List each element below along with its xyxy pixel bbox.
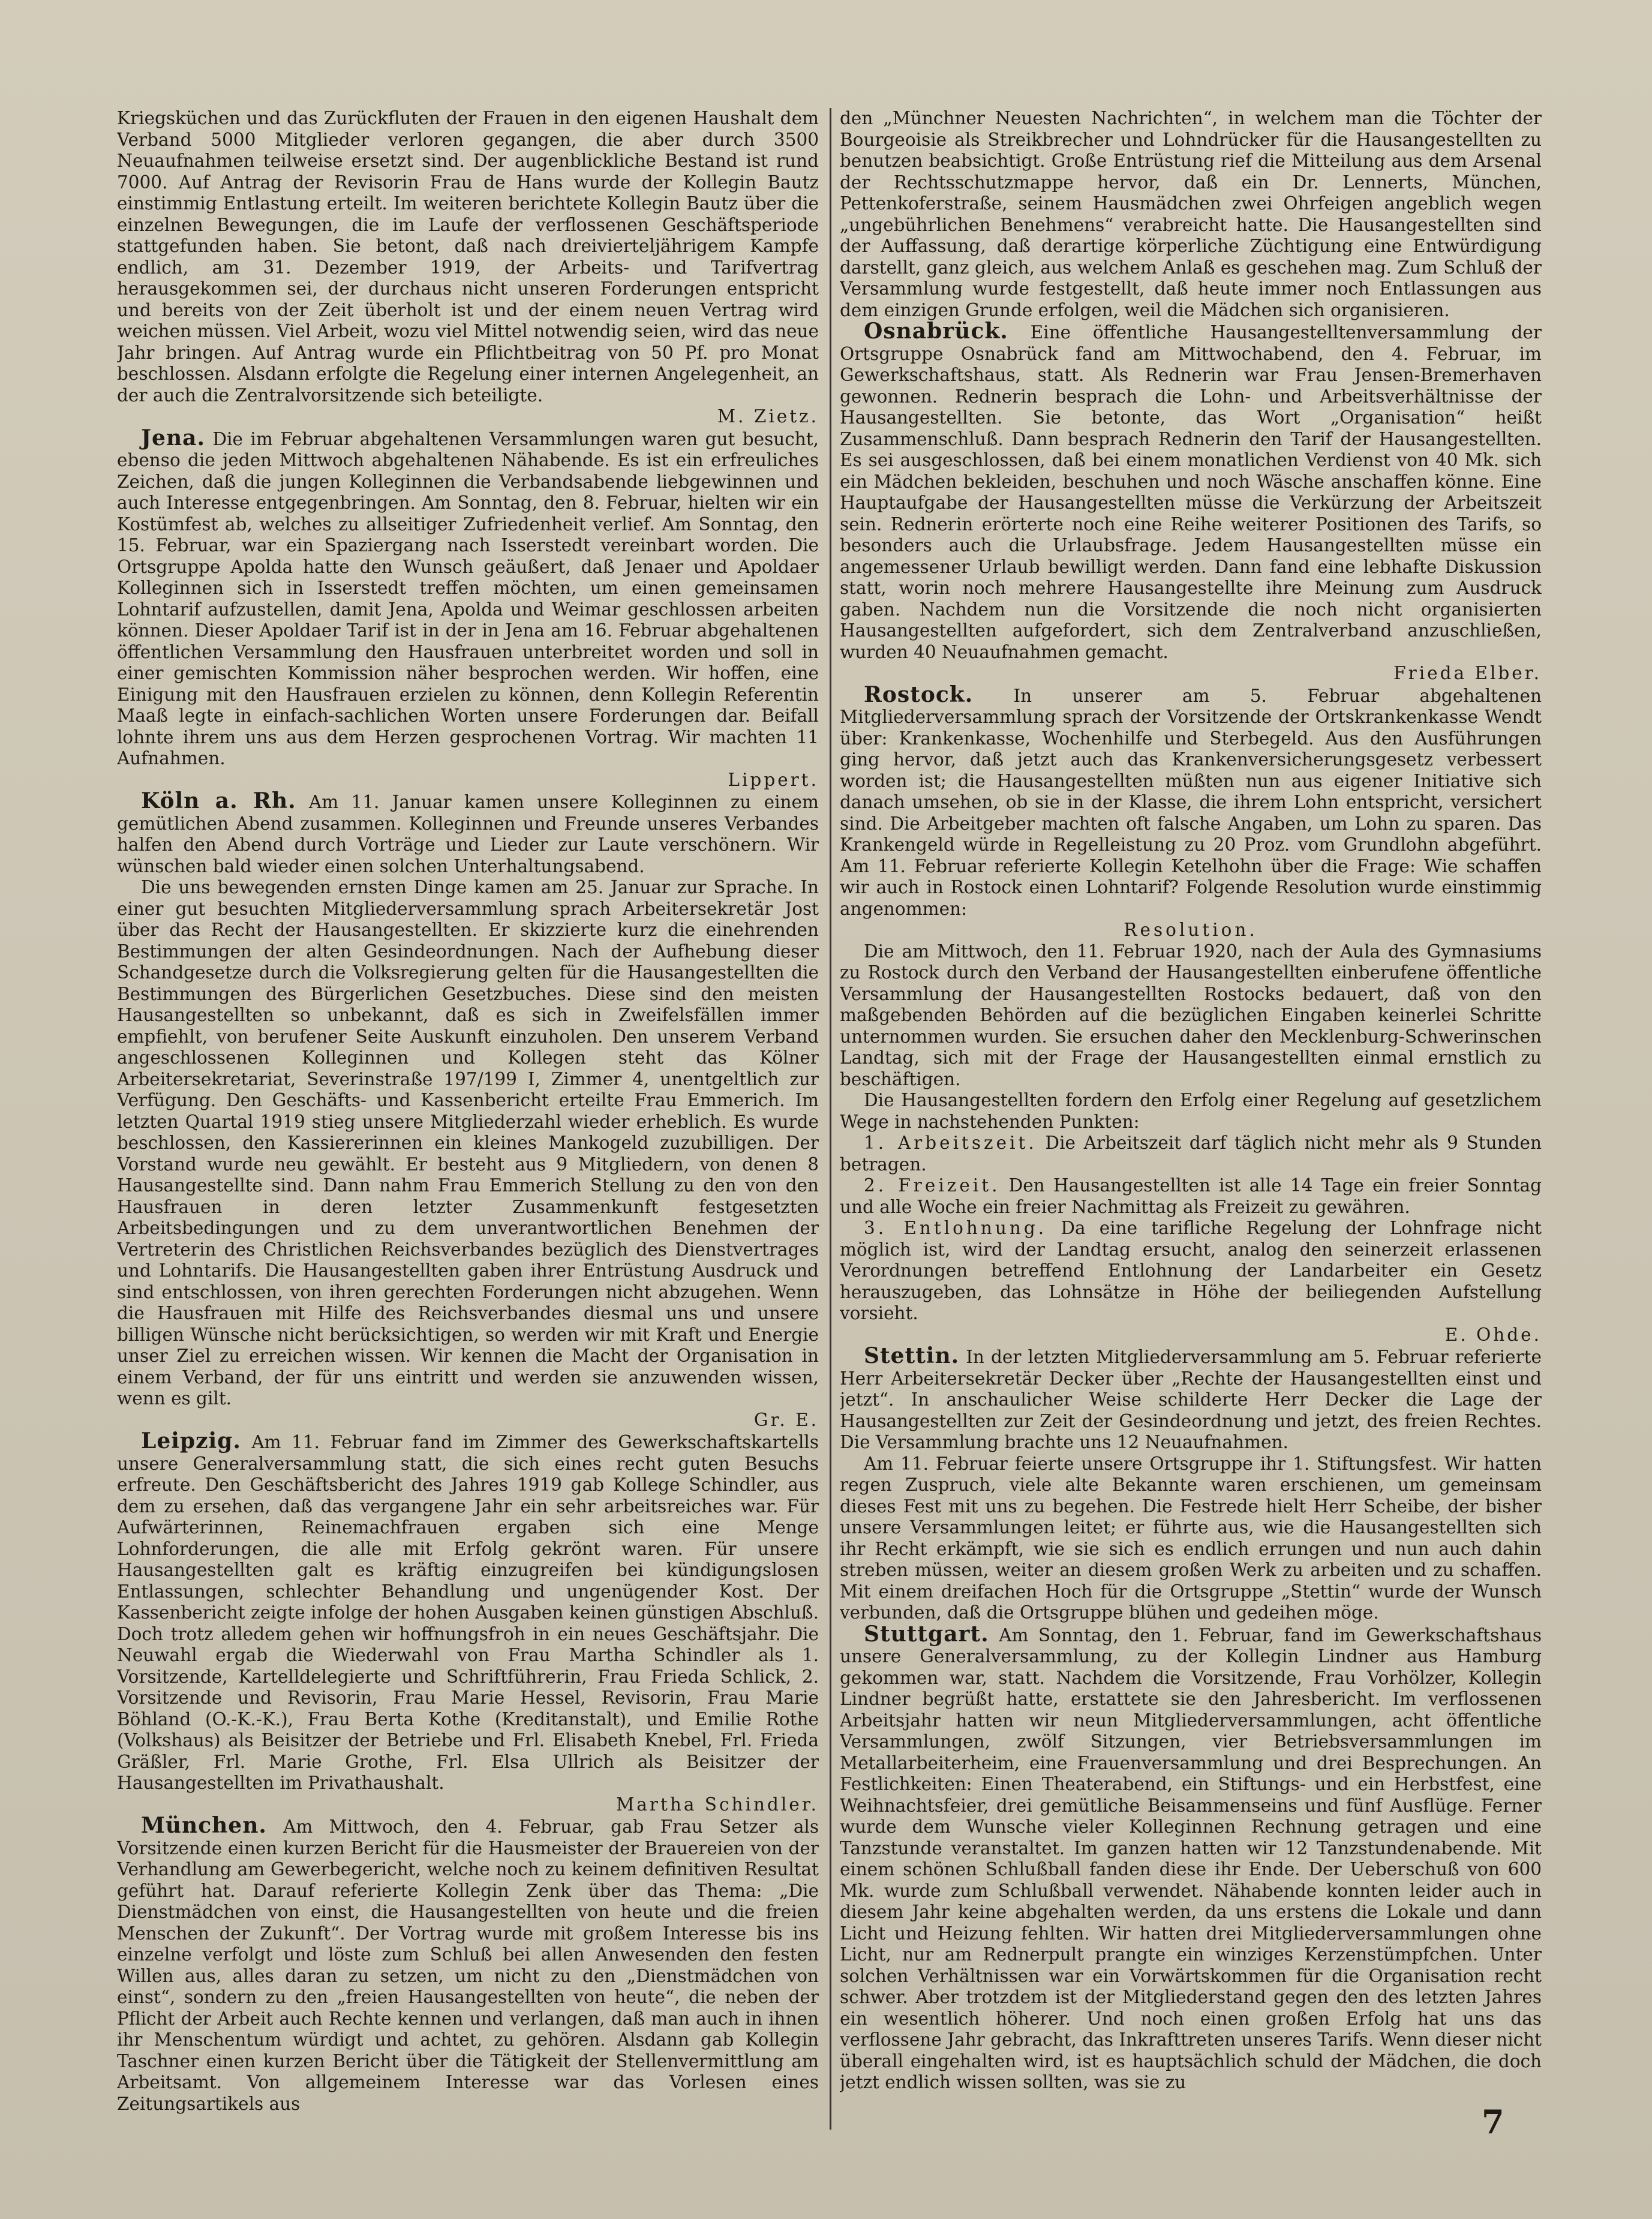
resolution-heading: Resolution. — [1124, 920, 1258, 940]
article-koeln: Köln a. Rh. Am 11. Januar kamen unsere Kolleginnen zu einem gemütlichen Abend zusammen. Kolleginnen und Freunde unseres Verbandes halfen den Abend durch Vorträge und Lieder zur Laute verschönern. Wir wünschen bald wieder einen solchen Unterhaltungsabend. — [117, 788, 819, 876]
paragraph: Die uns bewegenden ernsten Dinge kamen am 25. Januar zur Sprache. In einer gut besuchten Mitgliederversammlung sprach Arbeitersekretär Jost über das Recht der Hausangestellten. Er skizzierte kurz die einehrenden Bestimmungen der alten Gesindeordnungen. Nach der Aufhebung dieser Schandgesetze durch die Volksregierung gelten für die Hausangestellten die Bestimmungen des Bürgerlichen Gesetzbuches. Diese sind den meisten Hausangestellten so unbekannt, daß es sich in Zweifelsfällen immer empfiehlt, von berufener Seite Auskunft einzuholen. Den unserem Verband angeschlossenen Kolleginnen und Kollegen steht das Kölner Arbeitersekretariat, Severinstraße 197/199 I, Zimmer 4, unentgeltlich zur Verfügung. Den Geschäfts- und Kassenbericht erteilte Frau Emmerich. Im letzten Quartal 1919 stieg unsere Mitgliederzahl wieder erheblich. Es wurde beschlossen, den Kassiererinnen ein kleines Mankogeld zuzubilligen. Der Vorstand wurde neu gewählt. Er besteht aus 9 Mitgliedern, von denen 8 Hausangestellte sind. Dann nahm Frau Emmerich Stellung zu den von den Hausfrauen in deren letzter Zusammenkunft festgesetzten Arbeitsbedingungen und zu dem unverantwortlichen Benehmen der Vertreterin des Christlichen Reichsverbandes bezüglich des Dienstvertrages und Lohntarifs. Die Hausangestellten gaben ihrer Entrüstung Ausdruck und sind entschlossen, von ihren gerechten Forderungen nicht abzugehen. Wenn die Hausfrauen mit Hilfe des Reichsverbandes diesmal uns und unsere billigen Wünsche nicht berücksichtigen, so werden wir mit Kraft und Energie unser Ziel zu erreichen wissen. Wir kennen die Macht der Organisation in einem Verband, der für uns eintritt und werden sie anzuwenden wissen, wenn es gilt. Gr. E. — [117, 877, 819, 1430]
article-stuttgart: Stuttgart. Am Sonntag, den 1. Februar, fand im Gewerkschaftshaus unsere Generalversammlung, zu der Kollegin Lindner aus Hamburg gekommen war, statt. Nachdem die Vorsitzende, Frau Vorhölzer, Kollegin Lindner begrüßt hatte, erstattete sie den Jahresbericht. Im verflossenen Arbeitsjahr hatten wir neun Mitgliederversammlungen, acht öffentliche Versammlungen, zwölf Sitzungen, vier Betriebsversammlungen im Metallarbeiterheim, eine Frauenversammlung und drei Besprechungen. An Festlichkeiten: Einen Theaterabend, ein Stiftungs- und ein Herbstfest, eine Weihnachtsfeier, drei gemütliche Beisammenseins und fünf Ausflüge. Ferner wurde dem Wunsche vieler Kolleginnen Rechnung getragen und eine Tanzstunde veranstaltet. Im ganzen hatten wir 12 Tanzstundenabende. Mit einem schönen Schlußball fanden diese ihr Ende. Der Ueberschuß von 600 Mk. wurde zum Schlußball verwendet. Nähabende konnten leider auch in diesem Jahr keine abgehalten werden, da uns erstens die Lokale und dann Licht und Heizung fehlten. Wir hatten drei Mitgliederversammlungen ohne Licht, nur am Rednerpult prangte ein winziges Kerzenstümpfchen. Unter solchen Verhältnissen war ein Vorwärtskommen für die Organisation recht schwer. Aber trotzdem ist der Mitgliederstand gegen den des letzten Jahres ein wesentlich höherer. Und noch einen großen Erfolg hat uns das verflossene Jahr gebracht, das Inkrafttreten unseres Tarifs. Wenn dieser nicht überall eingehalten wird, ist es hauptsächlich schuld der Mädchen, die doch jetzt endlich wissen sollten, was sie zu — [840, 1621, 1542, 2092]
article-heading: Rostock. — [864, 681, 974, 707]
resolution-point: 3. Entlohnung. Da eine tarifliche Regelung der Lohnfrage nicht möglich ist, wird der Landtag ersucht, analog den seinerzeit erlassenen Verordnungen betreffend Entlohnung der Landarbeiter ein Gesetz herauszugeben, das Lohnsätze in Höhe der beiliegenden Aufstellung vorsieht. E. Ohde. — [840, 1218, 1542, 1345]
article-heading: Jena. — [141, 425, 205, 451]
article-leipzig: Leipzig. Am 11. Februar fand im Zimmer des Gewerkschaftskartells unsere Generalversammlung statt, die sich eines recht guten Besuchs erfreute. Den Geschäftsbericht des Jahres 1919 gab Kollege Schindler, aus dem zu ersehen, daß das vergangene Jahr ein sehr arbeitsreiches war. Für Aufwärterinnen, Reinemachfrauen ergaben sich eine Menge Lohnforderungen, die alle mit Erfolg gekrönt waren. Für unsere Hausangestellten galt es kräftig einzugreifen bei kündigungslosen Entlassungen, schlechter Behandlung und ungenügender Kost. Der Kassenbericht zeigte infolge der hohen Ausgaben keinen günstigen Abschluß. Doch trotz alledem gehen wir hoffnungsfroh in ein neues Geschäftsjahr. Die Neuwahl ergab die Wiederwahl von Frau Martha Schindler als 1. Vorsitzende, Kartelldelegierte und Schriftführerin, Frau Frieda Schlick, 2. Vorsitzende und Revisorin, Frau Marie Hessel, Revisorin, Frau Marie Böhland (O.-K.-K.), Frau Berta Kothe (Kreditanstalt), und Emilie Rothe (Volkshaus) als Beisitzer der Betriebe und Frl. Elisabeth Knebel, Frl. Frieda Gräßler, Frl. Marie Grothe, Frl. Elsa Ullrich als Beisitzer der Hausangestellten im Privathaushalt. Martha Schindler. — [117, 1428, 819, 1815]
article-muenchen: München. Am Mittwoch, den 4. Februar, gab Frau Setzer als Vorsitzende einen kurzen Bericht für die Hausmeister der Brauereien von der Verhandlung am Gewerbegericht, welche noch zu keinem definitiven Resultat geführt hat. Darauf referierte Kollegin Zenk über das Thema: „Die Dienstmädchen von einst, die Hausangestellten von heute und die freien Menschen der Zukunft“. Der Vortrag wurde mit großem Interesse bis ins einzelne verfolgt und löste zum Schluß bei allen Anwesenden den festen Willen aus, alles daran zu setzen, um nicht zu den „Dienstmädchen von einst“, sondern zu den „freien Hausangestellten von heute“, die neben der Pflicht der Arbeit auch Rechte kennen und verlangen, daß man auch in ihnen ihr Menschentum würdigt und achtet, zu gehören. Alsdann gab Kollegin Taschner einen kurzen Bericht über die Tätigkeit der Stellenvermittlung am Arbeitsamt. Von allgemeinem Interesse war das Vorlesen eines Zeitungsartikels aus — [117, 1813, 819, 2114]
article-osnabrueck: Osnabrück. Eine öffentliche Hausangestelltenversammlung der Ortsgruppe Osnabrück fand am Mittwochabend, den 4. Februar, im Gewerkschaftshaus, statt. Als Rednerin war Frau Jensen-Bremerhaven gewonnen. Rednerin besprach die Lohn- und Arbeitsverhältnisse der Hausangestellten. Sie betonte, das Wort „Organisation“ heißt Zusammenschluß. Dann besprach Rednerin den Tarif der Hausangestellten. Es sei ausgeschlossen, daß bei einem monatlichen Verdienst von 40 Mk. sich ein Mädchen bekleiden, beschuhen und noch Wäsche anschaffen könne. Eine Hauptaufgabe der Hausangestellten müsse die Verkürzung der Arbeitszeit sein. Rednerin erörterte noch eine Reihe weiterer Positionen des Tarifs, so besonders auch die Urlaubsfrage. Jedem Hausangestellten müsse ein angemessener Urlaub bewilligt werden. Dann fand eine lebhafte Diskussion statt, worin noch mehrere Hausangestellte ihre Meinung zum Ausdruck gaben. Nachdem nun die Vorsitzende die noch nicht organisierten Hausangestellten aufgefordert, sich dem Zentralverband anzuschließen, wurden 40 Neuaufnahmen gemacht. Frieda Elber. — [840, 319, 1542, 683]
article-intro: Kriegsküchen und das Zurückfluten der Frauen in den eigenen Haushalt dem Verband 5000 Mitglieder verloren gegangen, die aber durch 3500 Neuaufnahmen teilweise ersetzt sind. Der augenblickliche Bestand ist rund 7000. Auf Antrag der Revisorin Frau de Hans wurde der Kollegin Bautz einstimmig Entlastung erteilt. Im weiteren berichtete Kollegin Bautz über die einzelnen Bewegungen, die im Laufe der verflossenen Geschäftsperiode stattgefunden haben. Sie betont, daß nach dreivierteljährigem Kampfe endlich, am 31. Dezember 1919, der Arbeits- und Tarifvertrag herausgekommen sei, der durchaus nicht unseren Forderungen entspricht und bereits von der Zeit überholt ist und der einem neuen Vertrag wird weichen müssen. Viel Arbeit, wozu viel Mittel notwendig seien, wird das neue Jahr bringen. Auf Antrag wurde ein Pflichtbeitrag von 50 Pf. pro Monat beschlossen. Alsdann erfolgte die Regelung einer internen Angelegenheit, an der auch die Zentralvorsitzende sich beteiligte. M. Zietz. — [117, 108, 819, 427]
article-heading: Köln a. Rh. — [141, 788, 296, 813]
paragraph: Die Hausangestellten fordern den Erfolg einer Regelung auf gesetzlichem Wege in nachstehenden Punkten: — [840, 1090, 1542, 1132]
signature: M. Zietz. — [717, 406, 819, 427]
left-column — [117, 108, 819, 2148]
signature: E. Ohde. — [1444, 1324, 1542, 1345]
paragraph: Die am Mittwoch, den 11. Februar 1920, nach der Aula des Gymnasiums zu Rostock durch den Verband der Hausangestellten einberufene öffentliche Versammlung der Hausangestellten Rostocks bedauert, daß von den maßgebenden Behörden auf die bezüglichen Eingaben keinerlei Schritte unternommen wurden. Sie ersuchen daher den Mecklenburg-Schwerinschen Landtag, sich mit der Frage der Hausangestellten einmal ernstlich zu beschäftigen. — [840, 941, 1542, 1089]
signature: Lippert. — [728, 769, 819, 790]
resolution-point: 1. Arbeitszeit. Die Arbeitszeit darf täglich nicht mehr als 9 Stunden betragen. — [840, 1133, 1542, 1175]
signature: Martha Schindler. — [616, 1794, 819, 1815]
page-number: 7 — [1482, 2103, 1504, 2141]
article-muenchen-continued: den „Münchner Neuesten Nachrichten“, in welchem man die Töchter der Bourgeoisie als Streikbrecher und Lohndrücker für die Hausangestellten zu benutzen beabsichtigt. Große Entrüstung rief die Mitteilung aus dem Arsenal der Rechtsschutzmappe hervor, daß ein Dr. Lennerts, München, Pettenkoferstraße, seinem Hausmädchen zwei Ohrfeigen angeblich wegen „ungebührlichen Benehmens“ verabreicht hatte. Die Hausangestellten sind der Auffassung, daß derartige körperliche Züchtigung eine Entwürdigung darstellt, ganz gleich, aus welchem Anlaß es geschehen mag. Zum Schluß der Versammlung wurde festgestellt, daß heute immer noch Entlassungen aus dem einzigen Grunde erfolgen, weil die Mädchen sich organisieren. — [840, 108, 1542, 320]
article-rostock: Rostock. In unserer am 5. Februar abgehaltenen Mitgliederversammlung sprach der Vorsitzende der Ortskrankenkasse Wendt über: Krankenkasse, Wochenhilfe und Sterbegeld. Aus den Ausführungen ging hervor, daß jetzt auch das Krankenversicherungsgesetz verbessert worden ist; die Hausangestellten müßten nun aus eigener Initiative sich danach umsehen, ob sie in der Klasse, die ihrem Lohn entspricht, versichert sind. Die Arbeitgeber machten oft falsche Angaben, um Lohn zu sparen. Das Krankengeld würde in Regelleistung zu 20 Proz. vom Grundlohn abgeführt. Am 11. Februar referierte Kollegin Ketelhohn über die Frage: Wie schaffen wir auch in Rostock einen Lohntarif? Folgende Resolution wurde einstimmig angenommen: — [840, 681, 1542, 919]
article-heading: München. — [141, 1813, 267, 1838]
right-column — [840, 108, 1542, 2148]
paragraph: Am 11. Februar feierte unsere Ortsgruppe ihr 1. Stiftungsfest. Wir hatten regen Zuspruch, viele alte Bekannte waren erschienen, um gemeinsam dieses Fest mit uns zu begehen. Die Festrede hielt Herr Scheibe, der bisher unsere Versammlungen leitet; er führte aus, wie die Hausangestellten sich ihr Recht erkämpft, wie sie sich es endlich errungen und nun auch dahin streben müssen, weiter an diesem großen Werk zu arbeiten und zu schaffen. Mit einem dreifachen Hoch für die Ortsgruppe „Stettin“ wurde der Wunsch verbunden, daß die Ortsgruppe blühen und gedeihen möge. — [840, 1453, 1542, 1623]
signature: Frieda Elber. — [1393, 663, 1542, 683]
article-jena: Jena. Die im Februar abgehaltenen Versammlungen waren gut besucht, ebenso die jeden Mittwoch abgehaltenen Nähabende. Es ist ein erfreuliches Zeichen, daß die jungen Kolleginnen die Verbandsabende liebgewinnen und auch Interesse entgegenbringen. Am Sonntag, den 8. Februar, hielten wir ein Kostümfest ab, welches zu allseitiger Zufriedenheit verlief. Am Sonntag, den 15. Februar, war ein Spaziergang nach Isserstedt vereinbart worden. Die Ortsgruppe Apolda hatte den Wunsch geäußert, daß Jenaer und Apoldaer Kolleginnen sich in Isserstedt treffen möchten, um einen gemeinsamen Lohntarif aufzustellen, damit Jena, Apolda und Weimar geschlossen arbeiten können. Dieser Apoldaer Tarif ist in der in Jena am 16. Februar abgehaltenen öffentlichen Versammlung den Hausfrauen unterbreitet worden und soll in einer gemischten Kommission näher besprochen werden. Wir hoffen, eine Einigung mit den Hausfrauen erzielen zu können, denn Kollegin Referentin Maaß legte in einfach-sachlichen Worten unsere Forderungen dar. Beifall lohnte ihrem uns aus dem Herzen gesprochenen Vortrag. Wir machten 11 Aufnahmen. Lippert. — [117, 425, 819, 790]
column-divider — [830, 108, 831, 2130]
article-heading: Stettin. — [864, 1343, 960, 1368]
resolution-point: 2. Freizeit. Den Hausangestellten ist alle 14 Tage ein freier Sonntag und alle Woche ein freier Nachmittag als Freizeit zu gewähren. — [840, 1175, 1542, 1217]
article-heading: Leipzig. — [141, 1428, 241, 1454]
article-stettin: Stettin. In der letzten Mitgliederversammlung am 5. Februar referierte Herr Arbeitersekretär Decker über „Rechte der Hausangestellten einst und jetzt“. In anschaulicher Weise schilderte Herr Decker die Lage der Hausangestellten zur Zeit der Gesindeordnung und jetzt, des freien Rechtes. Die Versammlung brachte uns 12 Neuaufnahmen. — [840, 1343, 1542, 1452]
article-heading: Stuttgart. — [864, 1621, 989, 1647]
article-heading: Osnabrück. — [864, 319, 1008, 344]
signature: Gr. E. — [753, 1409, 819, 1430]
